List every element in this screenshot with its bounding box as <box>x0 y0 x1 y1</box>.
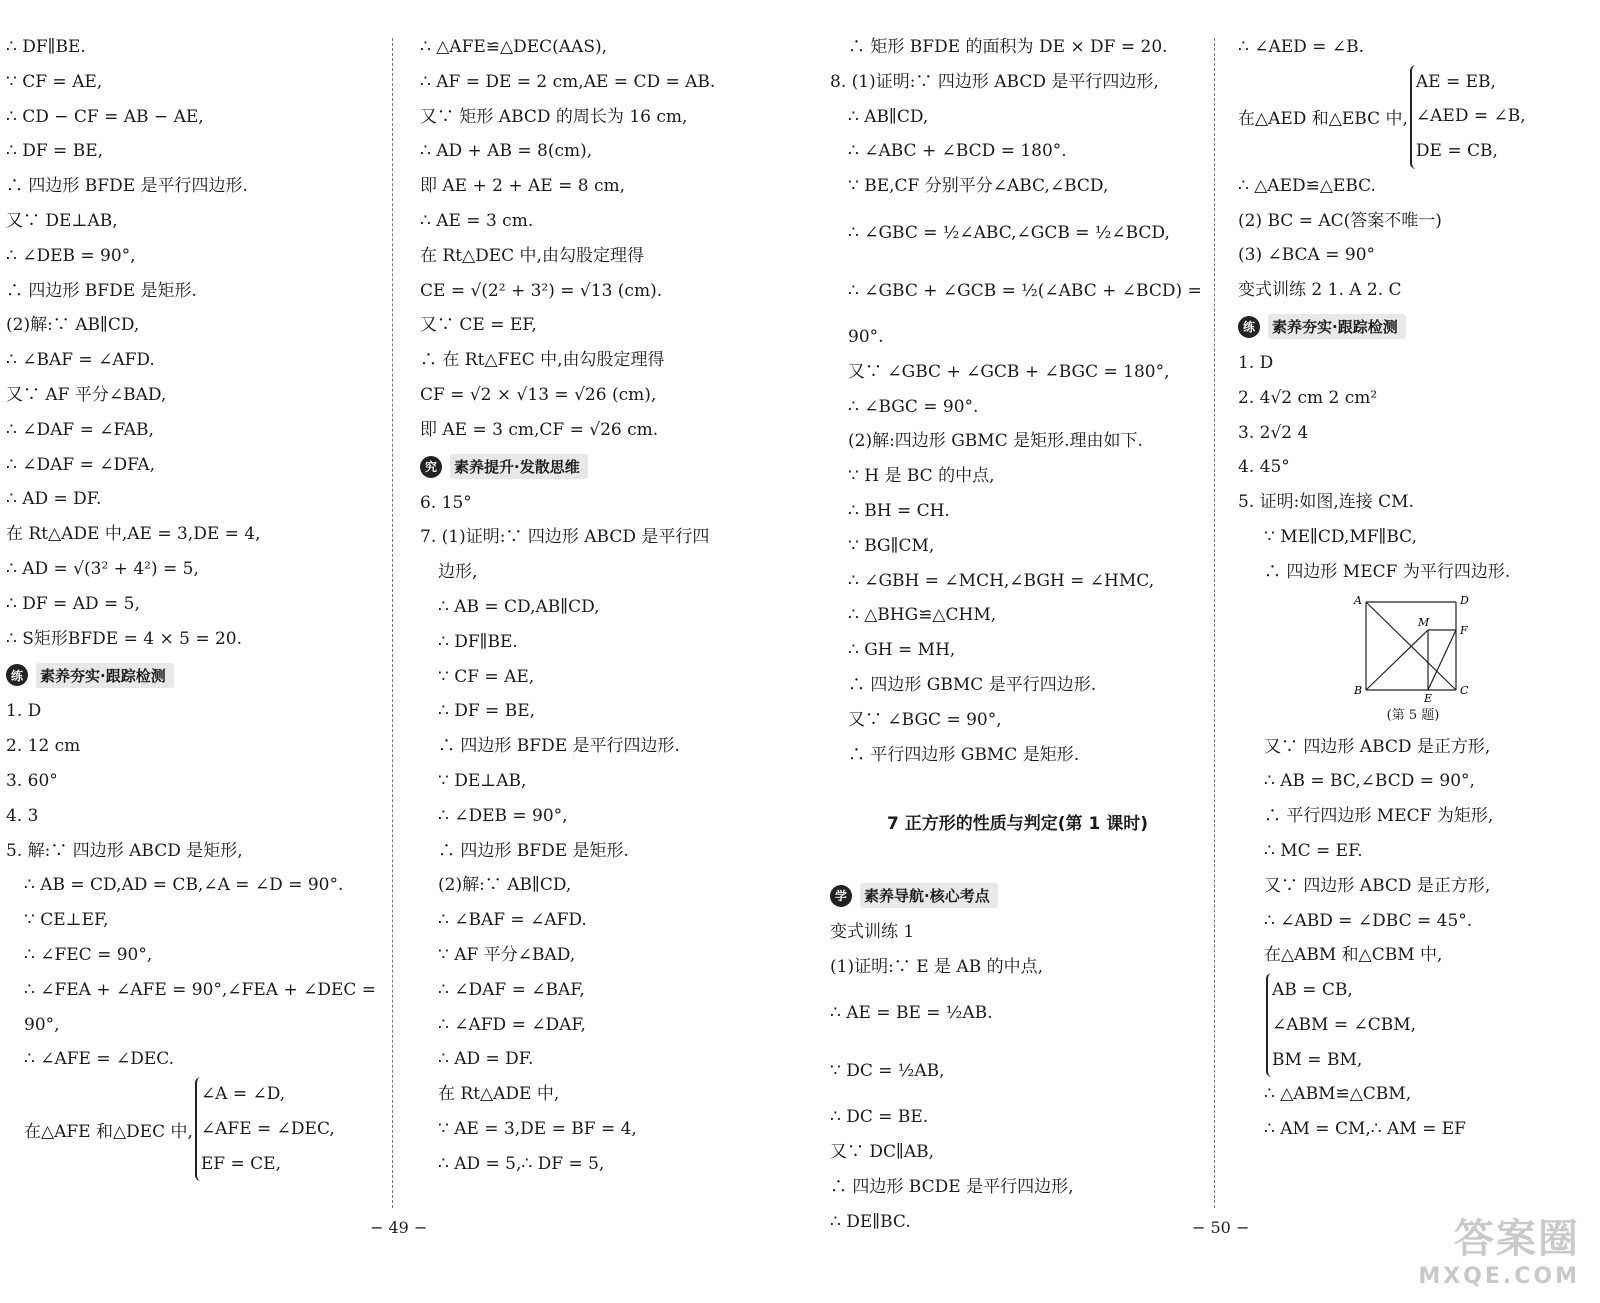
solution-line: 8. (1)证明:∵ 四边形 ABCD 是平行四边形, <box>830 71 1159 92</box>
solution-line: ∴ ∠BAF = ∠AFD. <box>6 350 155 371</box>
solution-line: 7. (1)证明:∵ 四边形 ABCD 是平行四 <box>420 527 710 548</box>
solution-line: ∴ DF = BE, <box>6 141 104 162</box>
equation-system-lead: 在△AED 和△EBC 中, <box>1238 109 1408 130</box>
equation-line: ∠ABM = ∠CBM, <box>1272 1014 1417 1035</box>
solution-line: ∴ DF∥BE. <box>438 631 518 652</box>
solution-line: ∵ CF = AE, <box>6 71 103 92</box>
column-1 <box>6 30 386 1181</box>
watermark <box>1418 1207 1580 1289</box>
solution-line: ∵ BE,CF 分别平分∠ABC,∠BCD, <box>848 176 1109 197</box>
solution-line: 又∵ 矩形 ABCD 的周长为 16 cm, <box>420 106 688 127</box>
column-3 <box>830 30 1205 1240</box>
page-number-left: − 49 − <box>370 1218 428 1237</box>
solution-line: ∴ 矩形 BFDE 的面积为 DE × DF = 20. <box>848 37 1168 57</box>
solution-line: ∵ H 是 BC 的中点, <box>848 466 995 487</box>
solution-line: ∴ ∠GBH = ∠MCH,∠BGH = ∠HMC, <box>848 570 1155 591</box>
solution-line: (2)解:四边形 GBMC 是矩形.理由如下. <box>848 431 1143 452</box>
solution-line: ∴ △AED≌△EBC. <box>1238 175 1376 196</box>
solution-line: (1)证明:∵ E 是 AB 的中点, <box>830 956 1044 977</box>
solution-line: ∴ 四边形 GBMC 是平行四边形. <box>848 674 1097 695</box>
solution-line: ∴ AF = DE = 2 cm,AE = CD = AB. <box>420 71 716 92</box>
equation-line: ∠A = ∠D, <box>200 1083 286 1104</box>
solution-line: CE = √(2² + 3²) = √13 (cm). <box>420 280 663 301</box>
section-title: 素养导航·核心考点 <box>860 883 998 908</box>
solution-line: ∴ ∠ABC + ∠BCD = 180°. <box>848 141 1067 162</box>
equation-system <box>1238 65 1588 169</box>
solution-line: 又∵ 四边形 ABCD 是正方形, <box>1264 736 1491 757</box>
solution-line: ∴ ∠GBC = ½∠ABC,∠GCB = ½∠BCD, <box>848 222 1170 243</box>
solution-line: 1. D <box>6 701 42 722</box>
solution-line: ∴ ∠AFD = ∠DAF, <box>438 1014 586 1035</box>
section-badge-icon: 学 <box>830 885 852 907</box>
solution-line: CF = √2 × √13 = √26 (cm), <box>420 384 657 405</box>
solution-line: ∴ ∠GBC + ∠GCB = ½(∠ABC + ∠BCD) = <box>848 280 1202 301</box>
solution-line: (3) ∠BCA = 90° <box>1238 245 1376 266</box>
solution-line: ∴ DF = BE, <box>438 701 536 722</box>
solution-line: 变式训练 2 1. A 2. C <box>1238 280 1402 301</box>
solution-line <box>830 772 1205 807</box>
solution-line: ∴ GH = MH, <box>848 640 956 661</box>
solution-line: 4. 3 <box>6 805 39 826</box>
solution-line: ∵ DE⊥AB, <box>438 770 527 791</box>
solution-line: 2. 4√2 cm 2 cm² <box>1238 387 1378 408</box>
figure-point-label: F <box>1460 623 1468 637</box>
figure-point-label: E <box>1424 691 1433 702</box>
solution-line: 在 Rt△DEC 中,由勾股定理得 <box>420 245 644 266</box>
solution-line: ∴ AB = BC,∠BCD = 90°, <box>1264 771 1475 792</box>
column-divider <box>1214 38 1215 1208</box>
solution-line: ∴ S矩形BFDE = 4 × 5 = 20. <box>6 628 243 649</box>
solution-line: ∴ AB∥CD, <box>848 106 929 127</box>
solution-line: 5. 解:∵ 四边形 ABCD 是矩形, <box>6 840 243 861</box>
solution-line: ∴ AE = 3 cm. <box>420 210 534 231</box>
solution-line: ∴ 四边形 BFDE 是平行四边形. <box>6 176 248 197</box>
solution-line: ∴ 平行四边形 MECF 为矩形, <box>1264 806 1494 827</box>
section-title: 素养夯实·跟踪检测 <box>1268 314 1406 339</box>
solution-line: 90°. <box>848 326 884 347</box>
section-badge-icon: 练 <box>6 664 28 686</box>
equation-line: DE = CB, <box>1415 141 1498 162</box>
solution-line: ∴ 平行四边形 GBMC 是矩形. <box>848 744 1080 765</box>
equation-line: AB = CB, <box>1272 979 1353 1000</box>
solution-line: ∴ DF∥BE. <box>6 37 86 57</box>
solution-line: ∴ BH = CH. <box>848 500 950 521</box>
solution-line: ∴ CD − CF = AB − AE, <box>6 106 204 127</box>
solution-line: 3. 2√2 4 <box>1238 422 1309 443</box>
solution-line: ∴ 四边形 BFDE 是矩形. <box>438 840 629 861</box>
solution-line: ∴ AD = 5,∴ DF = 5, <box>438 1153 605 1174</box>
square-diagram <box>1348 590 1478 702</box>
solution-line: ∴ AE = BE = ½AB. <box>830 1003 993 1024</box>
page-number-right: − 50 − <box>1192 1218 1250 1237</box>
solution-line: 3. 60° <box>6 770 58 791</box>
section-header <box>830 877 1205 915</box>
solution-line: ∵ ME∥CD,MF∥BC, <box>1264 526 1417 547</box>
solution-line: ∴ ∠FEC = 90°, <box>24 944 153 965</box>
solution-line: ∴ DE∥BC. <box>830 1211 911 1232</box>
solution-line: ∵ CE⊥EF, <box>24 910 109 931</box>
solution-line: ∴ AM = CM,∴ AM = EF <box>1264 1118 1466 1139</box>
section-title: 素养提升·发散思维 <box>450 454 588 479</box>
equation-line: ∠AED = ∠B, <box>1415 106 1526 127</box>
solution-line: 90°, <box>24 1014 60 1035</box>
brace-group <box>1410 65 1526 169</box>
solution-line: ∴ 四边形 BCDE 是平行四边形, <box>830 1176 1074 1197</box>
solution-line: ∴ △ABM≌△CBM, <box>1264 1084 1412 1105</box>
equation-line: ∠AFE = ∠DEC, <box>200 1118 335 1139</box>
brace-group <box>1266 973 1416 1077</box>
solution-line: ∴ ∠FEA + ∠AFE = 90°,∠FEA + ∠DEC = <box>24 979 377 1000</box>
solution-line: 又∵ ∠BGC = 90°, <box>848 709 1002 730</box>
section-header <box>6 656 386 694</box>
solution-line: 4. 45° <box>1238 457 1290 478</box>
solution-line: 又∵ AF 平分∠BAD, <box>6 384 167 405</box>
equation-system <box>6 1077 386 1181</box>
solution-line: ∴ 在 Rt△FEC 中,由勾股定理得 <box>420 350 665 371</box>
column-4 <box>1238 30 1588 1147</box>
solution-line: ∴ MC = EF. <box>1264 840 1363 861</box>
solution-line: ∵ BG∥CM, <box>848 535 935 556</box>
solution-line: 在 Rt△ADE 中, <box>438 1084 560 1105</box>
section-badge-icon: 究 <box>420 456 442 478</box>
solution-line: ∴ AD = √(3² + 4²) = 5, <box>6 558 199 579</box>
solution-line: ∴ ∠AED = ∠B. <box>1238 37 1364 57</box>
solution-line: ∴ △BHG≌△CHM, <box>848 605 997 626</box>
solution-line: (2)解:∵ AB∥CD, <box>438 875 572 896</box>
solution-line: (2)解:∵ AB∥CD, <box>6 315 140 336</box>
solution-line: ∴ ∠DEB = 90°, <box>6 245 136 266</box>
solution-line: ∴ AD = DF. <box>6 489 102 510</box>
solution-line: ∴ 四边形 MECF 为平行四边形. <box>1264 561 1511 582</box>
solution-line: ∴ ∠DAF = ∠BAF, <box>438 979 585 1000</box>
figure <box>1238 590 1588 730</box>
solution-line: ∴ ∠AFE = ∠DEC. <box>24 1049 175 1070</box>
figure-segment <box>1428 630 1456 690</box>
figure-segment <box>1366 630 1428 690</box>
solution-line: ∵ CF = AE, <box>438 666 535 687</box>
solution-line: ∴ ∠BGC = 90°. <box>848 396 979 417</box>
figure-point-label: D <box>1460 593 1469 607</box>
solution-line: ∴ ∠DAF = ∠FAB, <box>6 419 154 440</box>
solution-line: 即 AE = 3 cm,CF = √26 cm. <box>420 419 659 440</box>
solution-line: ∴ AB = CD,AD = CB,∠A = ∠D = 90°. <box>24 875 344 896</box>
figure-point-label: M <box>1418 615 1430 629</box>
solution-line: ∴ ∠DEB = 90°, <box>438 805 568 826</box>
solution-line: ∵ DC = ½AB, <box>830 1061 945 1082</box>
solution-line: ∴ 四边形 BFDE 是矩形. <box>6 280 197 301</box>
column-divider <box>392 38 393 1208</box>
solution-line: 在 Rt△ADE 中,AE = 3,DE = 4, <box>6 524 261 545</box>
solution-line: 又∵ DE⊥AB, <box>6 210 118 231</box>
section-title: 素养夯实·跟踪检测 <box>36 663 174 688</box>
solution-line: ∴ 四边形 BFDE 是平行四边形. <box>438 736 680 757</box>
column-2 <box>420 30 790 1182</box>
solution-line: ∴ AD + AB = 8(cm), <box>420 141 593 162</box>
solution-line: 又∵ 四边形 ABCD 是正方形, <box>1264 875 1491 896</box>
solution-line: ∴ AD = DF. <box>438 1049 534 1070</box>
solution-line: 在△ABM 和△CBM 中, <box>1264 945 1443 966</box>
solution-line: 2. 12 cm <box>6 736 81 757</box>
brace-group <box>195 1077 335 1181</box>
solution-line: 5. 证明:如图,连接 CM. <box>1238 492 1414 513</box>
solution-line: 1. D <box>1238 352 1274 373</box>
equation-system-lead: 在△AFE 和△DEC 中, <box>24 1121 193 1142</box>
solution-line: ∴ △AFE≌△DEC(AAS), <box>420 37 608 57</box>
section-header <box>1238 308 1588 346</box>
solution-line: (2) BC = AC(答案不唯一) <box>1238 210 1442 231</box>
figure-point-label: A <box>1354 593 1362 607</box>
section-badge-icon: 练 <box>1238 316 1260 338</box>
solution-line: 6. 15° <box>420 492 472 513</box>
section-header <box>420 448 790 486</box>
solution-line: 变式训练 1 <box>830 921 915 942</box>
solution-line: 又∵ CE = EF, <box>420 315 537 336</box>
solution-line: ∴ DF = AD = 5, <box>6 593 140 614</box>
lesson-title: 7 正方形的性质与判定(第 1 课时) <box>887 814 1148 835</box>
watermark-url: MXQE.COM <box>1418 1264 1580 1289</box>
solution-line: 又∵ ∠GBC + ∠GCB + ∠BGC = 180°, <box>848 361 1170 382</box>
equation-line: EF = CE, <box>200 1153 281 1174</box>
figure-caption: (第 5 题) <box>1386 707 1440 723</box>
figure-point-label: B <box>1354 683 1363 697</box>
solution-line: ∴ AB = CD,AB∥CD, <box>438 596 600 617</box>
solution-line: ∵ AE = 3,DE = BF = 4, <box>438 1118 637 1139</box>
solution-line <box>830 842 1205 877</box>
watermark-logo-text: 答案圈 <box>1454 1216 1580 1262</box>
solution-line: 即 AE + 2 + AE = 8 cm, <box>420 176 626 197</box>
solution-line: ∵ AF 平分∠BAD, <box>438 944 576 965</box>
solution-line: ∴ ∠DAF = ∠DFA, <box>6 454 156 475</box>
solution-line: 又∵ DC∥AB, <box>830 1142 935 1163</box>
equation-line: BM = BM, <box>1272 1049 1363 1070</box>
solution-line: ∴ DC = BE. <box>830 1107 929 1128</box>
equation-system <box>1238 973 1588 1077</box>
figure-point-label: C <box>1460 683 1469 697</box>
solution-line: ∴ ∠BAF = ∠AFD. <box>438 910 587 931</box>
solution-line: 边形, <box>438 562 478 583</box>
solution-line: ∴ ∠ABD = ∠DBC = 45°. <box>1264 910 1473 931</box>
equation-line: AE = EB, <box>1415 71 1496 92</box>
